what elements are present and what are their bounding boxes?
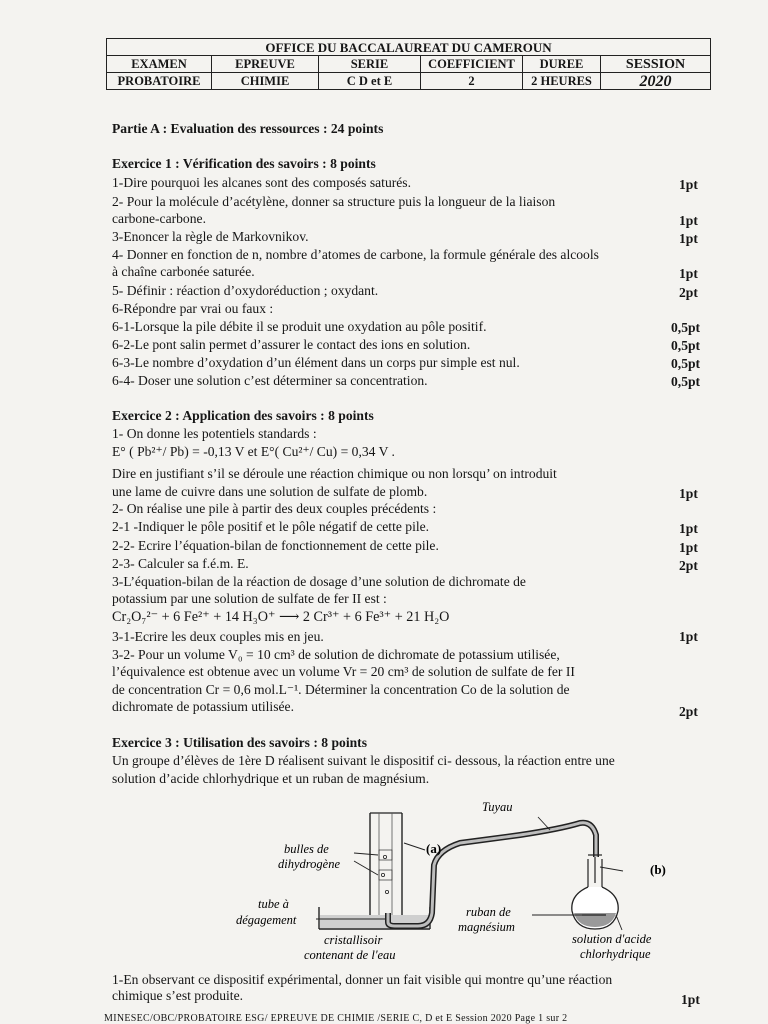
question-text: dichromate de potassium utilisée. [112, 699, 294, 714]
points-label: 2pt [679, 704, 698, 719]
exercice-2-heading: Exercice 2 : Application des savoirs : 8 points [112, 408, 374, 423]
header-col-examen: EXAMEN [107, 56, 212, 73]
points-label: 1pt [679, 486, 698, 501]
label-b: (b) [650, 862, 666, 877]
points-label: 1pt [679, 231, 698, 246]
question-text: 6-3-Le nombre d’oxydation d’un élément dans un corps pur simple est nul. [112, 355, 520, 370]
question-text: 1-En observant ce dispositif expérimental, donner un fait visible qui montre qu’une réaction [112, 972, 613, 987]
question-text: 3-L’équation-bilan de la réaction de dosage d’une solution de dichromate de [112, 574, 526, 589]
dosage-equation: Cr₂O₇²⁻ + 6 Fe²⁺ + 14 H₃O⁺ ⟶ 2 Cr³⁺ + 6 Fe³⁺ + 21 H₂O [112, 609, 450, 625]
header-title: OFFICE DU BACCALAUREAT DU CAMEROUN [107, 39, 711, 56]
exercice-1-heading: Exercice 1 : Vérification des savoirs : 8 points [112, 156, 376, 171]
page-footer: MINESEC/OBC/PROBATOIRE ESG/ EPREUVE DE CHIMIE /SERIE C, D et E Session 2020 Page 1 sur 2 [104, 1013, 568, 1024]
question-text: à chaîne carbonée saturée. [112, 264, 255, 279]
header-col-coefficient: COEFFICIENT [421, 56, 523, 73]
label-tube-1: tube à [258, 897, 289, 911]
question-text: 4- Donner en fonction de n, nombre d’atomes de carbone, la formule générale des alcools [112, 247, 599, 262]
question-text: 6-1-Lorsque la pile débite il se produit une oxydation au pôle positif. [112, 319, 487, 334]
points-label: 1pt [679, 521, 698, 536]
question-text: 6-2-Le pont salin permet d’assurer le contact des ions en solution. [112, 337, 471, 352]
question-text: 2- On réalise une pile à partir des deux couples précédents : [112, 501, 437, 516]
header-col-serie: SERIE [319, 56, 421, 73]
question-text: 2-3- Calculer sa f.é.m. E. [112, 556, 249, 571]
question-text: 3-1-Ecrire les deux couples mis en jeu. [112, 629, 324, 644]
label-bulles-2: dihydrogène [278, 857, 341, 871]
label-tuyau: Tuyau [482, 800, 513, 814]
header-val-duree: 2 HEURES [523, 73, 601, 90]
header-col-duree: DUREE [523, 56, 601, 73]
points-label: 0,5pt [671, 374, 701, 389]
header-col-epreuve: EPREUVE [212, 56, 319, 73]
exercice-3-heading: Exercice 3 : Utilisation des savoirs : 8 points [112, 735, 367, 750]
points-label: 0,5pt [671, 356, 701, 371]
question-text: 1- On donne les potentiels standards : [112, 426, 317, 441]
question-text: 5- Définir : réaction d’oxydoréduction ; oxydant. [112, 283, 379, 298]
question-text: l’équivalence est obtenue avec un volume Vr = 20 cm³ de solution de sulfate de fer II [112, 664, 575, 679]
question-text: de concentration Cr = 0,6 mol.L⁻¹. Déterminer la concentration Co de la solution de [112, 682, 570, 697]
points-label: 1pt [679, 213, 698, 228]
points-label: 2pt [679, 285, 698, 300]
question-text: chimique s’est produite. [112, 988, 243, 1003]
question-text: potassium par une solution de sulfate de fer II est : [112, 591, 387, 606]
points-label: 1pt [679, 540, 698, 555]
label-cristallisoir-2: contenant de l'eau [304, 948, 396, 962]
gas-collection-tube [370, 813, 425, 917]
points-label: 1pt [681, 992, 700, 1007]
header-val-coefficient: 2 [421, 73, 523, 90]
points-label: 0,5pt [671, 320, 701, 335]
question-text: Dire en justifiant s’il se déroule une réaction chimique ou non lorsqu’ on introduit [112, 466, 557, 481]
question-text: 2-2- Ecrire l’équation-bilan de fonctionnement de cette pile. [112, 538, 439, 553]
header-val-session: 2020 [601, 73, 711, 90]
label-bulles-1: bulles de [284, 842, 329, 856]
points-label: 0,5pt [671, 338, 701, 353]
question-text: 6-4- Doser une solution c’est déterminer sa concentration. [112, 373, 428, 388]
label-tube-2: dégagement [236, 913, 297, 927]
question-text: E° ( Pb²⁺/ Pb) = -0,13 V et E°( Cu²⁺/ Cu) = 0,34 V . [112, 444, 395, 459]
exam-header-table [106, 38, 711, 90]
label-ruban-2: magnésium [458, 920, 515, 934]
question-text: 2-1 -Indiquer le pôle positif et le pôle négatif de cette pile. [112, 519, 430, 534]
points-label: 1pt [679, 266, 698, 281]
question-text: carbone-carbone. [112, 211, 206, 226]
question-text: 2- Pour la molécule d’acétylène, donner sa structure puis la longueur de la liaison [112, 194, 556, 209]
question-text: Un groupe d’élèves de 1ère D réalisent suivant le dispositif ci- dessous, la réaction entre une [112, 753, 615, 768]
label-ruban-1: ruban de [466, 905, 511, 919]
question-text: solution d’acide chlorhydrique et un ruban de magnésium. [112, 771, 430, 786]
label-solution-2: chlorhydrique [580, 947, 651, 961]
question-text: 6-Répondre par vrai ou faux : [112, 301, 274, 316]
experiment-diagram [220, 795, 680, 970]
header-val-examen: PROBATOIRE [107, 73, 212, 90]
header-val-epreuve: CHIMIE [212, 73, 319, 90]
question-text: 1-Dire pourquoi les alcanes sont des composés saturés. [112, 175, 411, 190]
label-cristallisoir-1: cristallisoir [324, 933, 383, 947]
question-text: 3-2- Pour un volume V₀ = 10 cm³ de solution de dichromate de potassium utilisée, [112, 647, 560, 662]
partie-a-heading: Partie A : Evaluation des ressources : 24 points [112, 121, 384, 136]
question-text: 3-Enoncer la règle de Markovnikov. [112, 229, 309, 244]
points-label: 2pt [679, 558, 698, 573]
label-solution-1: solution d'acide [572, 932, 652, 946]
header-col-session: SESSION [601, 56, 711, 73]
hydrogen-bubbles [381, 855, 388, 893]
label-a: (a) [426, 841, 442, 856]
question-text: une lame de cuivre dans une solution de sulfate de plomb. [112, 484, 428, 499]
points-label: 1pt [679, 177, 698, 192]
points-label: 1pt [679, 629, 698, 644]
header-val-serie: C D et E [319, 73, 421, 90]
